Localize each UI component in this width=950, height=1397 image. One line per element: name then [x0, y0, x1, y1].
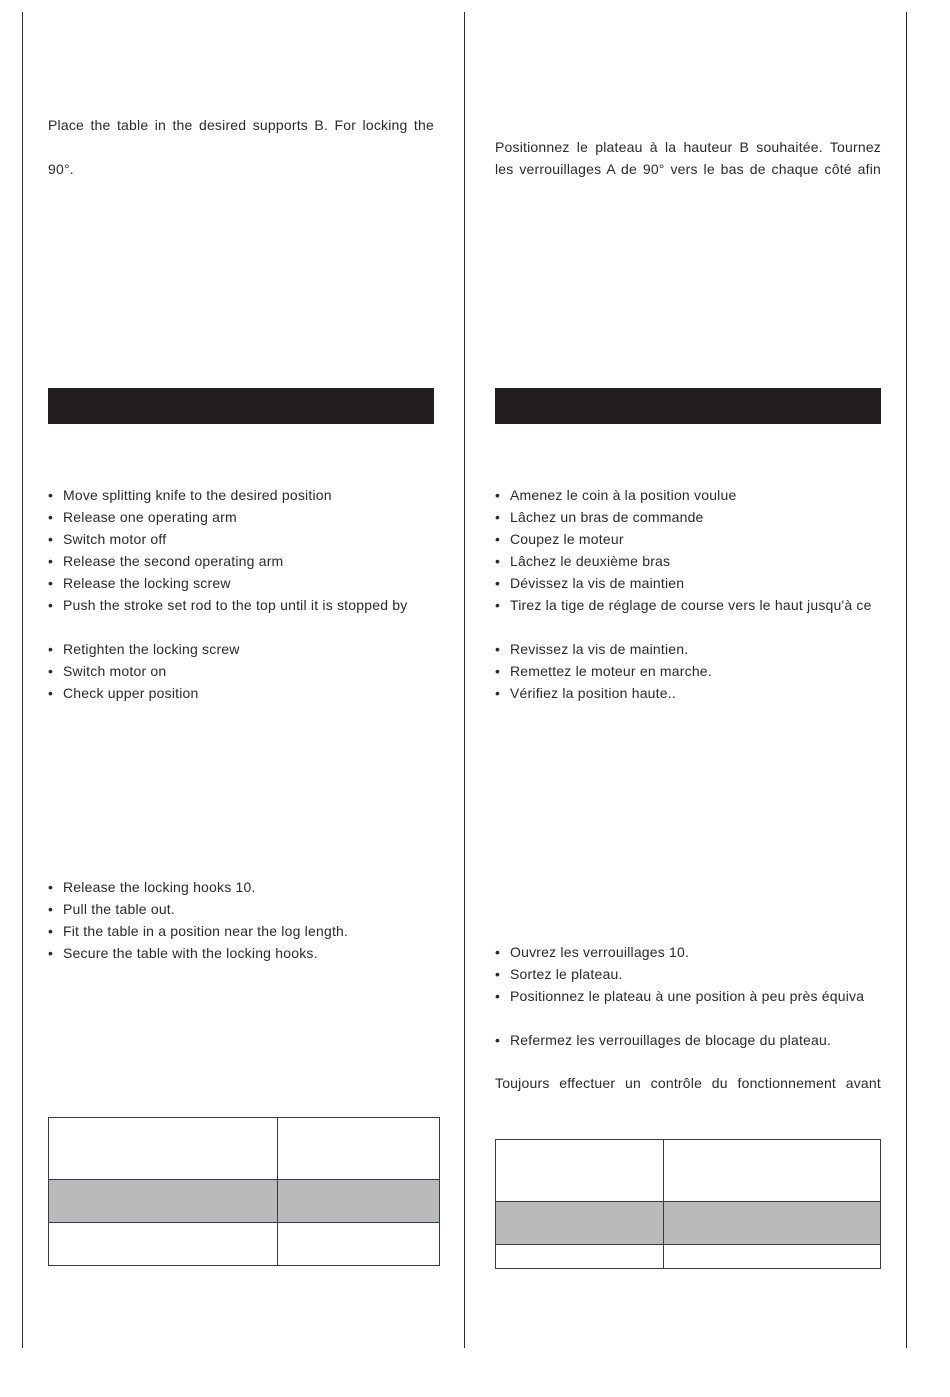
fr-section-header-bar	[495, 388, 881, 424]
list-item	[48, 506, 438, 528]
en-spec-table-row	[49, 1118, 440, 1180]
list-item	[48, 876, 438, 898]
fr-spec-table-row	[496, 1202, 881, 1245]
en-procedure-list	[48, 484, 438, 704]
list-item	[495, 985, 883, 1007]
list-item	[48, 594, 438, 616]
list-item-text: Tirez la tige de réglage de course vers le haut jusqu'à ce	[510, 597, 872, 613]
list-item	[48, 920, 438, 942]
fr-procedure-list	[495, 484, 883, 704]
en-spec-table-cell	[278, 1118, 440, 1180]
bullet-icon: •	[495, 663, 501, 679]
list-item	[495, 941, 883, 963]
fr-intro-line2: les verrouillages A de 90° vers le bas de chaque côté afin	[495, 161, 881, 177]
bullet-icon: •	[48, 531, 54, 547]
list-item	[495, 1029, 883, 1051]
fr-spec-table-row	[496, 1245, 881, 1269]
bullet-icon: •	[495, 531, 501, 547]
fr-spec-table-cell	[664, 1245, 881, 1269]
bullet-icon: •	[495, 553, 501, 569]
bullet-icon: •	[48, 597, 54, 613]
bullet-icon: •	[48, 641, 54, 657]
en-intro-line2: 90°.	[48, 161, 74, 177]
list-item-text: Release the locking hooks 10.	[63, 879, 256, 895]
fr-closing-note: Toujours effectuer un contrôle du fonctionnement avant	[495, 1075, 881, 1091]
list-item-text: Switch motor on	[63, 663, 167, 679]
fr-spec-table-cell	[496, 1245, 664, 1269]
bullet-icon: •	[48, 923, 54, 939]
en-spec-table-cell	[49, 1180, 278, 1223]
bullet-icon: •	[48, 901, 54, 917]
list-item	[495, 638, 883, 660]
list-item	[48, 638, 438, 660]
fr-intro-line1: Positionnez le plateau à la hauteur B souhaitée. Tournez	[495, 139, 881, 155]
fr-spec-table-cell	[664, 1202, 881, 1245]
bullet-icon: •	[495, 509, 501, 525]
list-item	[495, 572, 883, 594]
list-item-text: Lâchez le deuxième bras	[510, 553, 671, 569]
bullet-icon: •	[48, 553, 54, 569]
right-margin-rule	[906, 12, 907, 1348]
list-item-text: Switch motor off	[63, 531, 167, 547]
en-spec-table-cell	[278, 1223, 440, 1266]
list-item	[495, 963, 883, 985]
fr-spec-table-row	[496, 1140, 881, 1202]
list-item-text: Vérifiez la position haute..	[510, 685, 676, 701]
list-item-text: Refermez les verrouillages de blocage du plateau.	[510, 1032, 832, 1048]
list-item	[495, 682, 883, 704]
bullet-icon: •	[495, 597, 501, 613]
bullet-icon: •	[495, 685, 501, 701]
bullet-icon: •	[495, 988, 501, 1004]
en-spec-table-cell	[49, 1223, 278, 1266]
list-item	[495, 506, 883, 528]
bullet-icon: •	[48, 663, 54, 679]
list-item-text: Secure the table with the locking hooks.	[63, 945, 318, 961]
list-item	[48, 898, 438, 920]
fr-table-adjust-list	[495, 941, 883, 1051]
fr-spec-table-cell	[496, 1140, 664, 1202]
list-item-text: Revissez la vis de maintien.	[510, 641, 689, 657]
en-table-adjust-list	[48, 876, 438, 964]
list-item	[48, 528, 438, 550]
list-item-text: Release the second operating arm	[63, 553, 284, 569]
list-item-text: Move splitting knife to the desired position	[63, 487, 332, 503]
en-spec-table-cell	[278, 1180, 440, 1223]
list-item-text: Release the locking screw	[63, 575, 231, 591]
bullet-icon: •	[495, 1032, 501, 1048]
list-item-text: Amenez le coin à la position voulue	[510, 487, 737, 503]
bullet-icon: •	[495, 966, 501, 982]
list-item	[48, 484, 438, 506]
list-item	[48, 550, 438, 572]
bullet-icon: •	[48, 685, 54, 701]
bullet-icon: •	[495, 487, 501, 503]
list-item	[495, 484, 883, 506]
center-column-rule	[464, 12, 465, 1348]
list-item	[48, 682, 438, 704]
list-item-text: Release one operating arm	[63, 509, 237, 525]
fr-spec-table-cell	[664, 1140, 881, 1202]
list-item	[495, 550, 883, 572]
en-spec-table	[48, 1117, 440, 1266]
list-item-text: Check upper position	[63, 685, 199, 701]
list-item-text: Sortez le plateau.	[510, 966, 623, 982]
en-spec-table-cell	[49, 1118, 278, 1180]
list-item-text: Fit the table in a position near the log length.	[63, 923, 349, 939]
list-item-text: Lâchez un bras de commande	[510, 509, 704, 525]
en-spec-table-row	[49, 1180, 440, 1223]
en-spec-table-row	[49, 1223, 440, 1266]
bullet-icon: •	[48, 575, 54, 591]
list-item	[495, 528, 883, 550]
list-item-text: Ouvrez les verrouillages 10.	[510, 944, 690, 960]
list-item-text: Remettez le moteur en marche.	[510, 663, 712, 679]
bullet-icon: •	[495, 944, 501, 960]
list-item-text: Pull the table out.	[63, 901, 175, 917]
bullet-icon: •	[48, 487, 54, 503]
list-item	[495, 594, 883, 616]
list-item	[48, 572, 438, 594]
fr-spec-table-cell	[496, 1202, 664, 1245]
bullet-icon: •	[495, 641, 501, 657]
bullet-icon: •	[48, 879, 54, 895]
fr-spec-table	[495, 1139, 881, 1269]
list-item-text: Coupez le moteur	[510, 531, 624, 547]
list-item-text: Dévissez la vis de maintien	[510, 575, 685, 591]
en-section-header-bar	[48, 388, 434, 424]
bullet-icon: •	[495, 575, 501, 591]
bullet-icon: •	[48, 945, 54, 961]
en-intro-line1: Place the table in the desired supports B. For locking the	[48, 117, 434, 133]
list-item-text: Retighten the locking screw	[63, 641, 240, 657]
bullet-icon: •	[48, 509, 54, 525]
list-item	[48, 660, 438, 682]
list-item-text: Positionnez le plateau à une position à peu près équiva	[510, 988, 865, 1004]
left-margin-rule	[22, 12, 23, 1348]
list-item-text: Push the stroke set rod to the top until it is stopped by	[63, 597, 408, 613]
list-item	[48, 942, 438, 964]
list-item	[495, 660, 883, 682]
